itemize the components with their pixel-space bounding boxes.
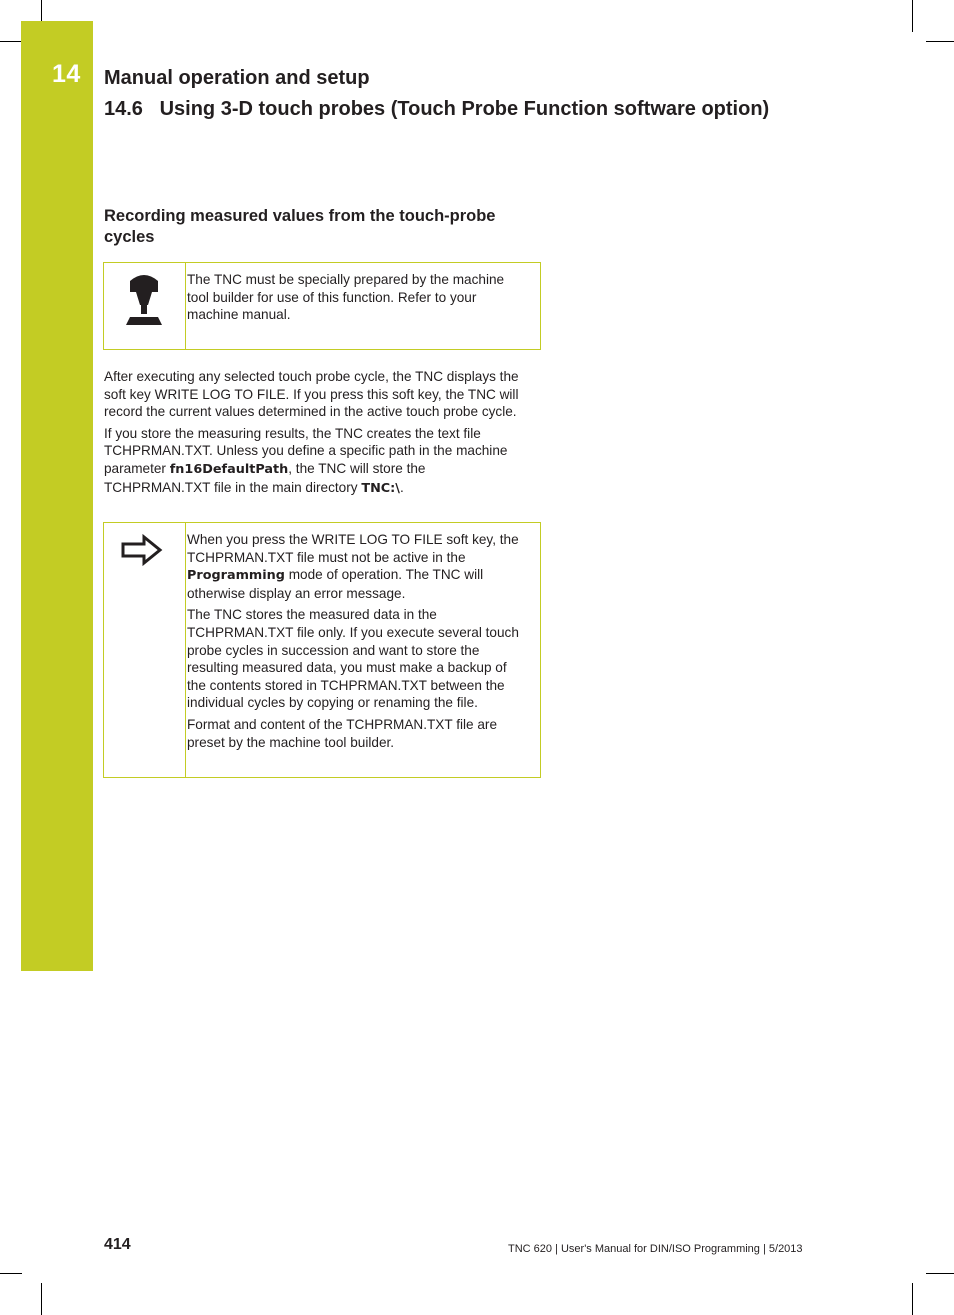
crop-mark (926, 41, 954, 42)
section-title: 14.6 Using 3-D touch probes (Touch Probe Function software option) (104, 98, 770, 120)
text-span: . (399, 479, 404, 495)
text-span: When you press the WRITE LOG TO FILE soft key, the TCHPRMAN.TXT file must not be active in the (187, 532, 519, 565)
paragraph: After executing any selected touch probe cycle, the TNC displays the soft key WRITE LOG TO FILE. If you press this soft key, the TNC will record the current values determined in the active touch probe cycle. (104, 369, 519, 420)
footer-text: TNC 620 | User's Manual for DIN/ISO Programming | 5/2013 (508, 1243, 803, 1255)
paragraph (104, 425, 534, 497)
crop-mark (41, 1283, 42, 1315)
note-paragraph: The TNC stores the measured data in the TCHPRMAN.TXT file only. If you execute several touch probe cycles in succession and want to store the resulting measured data, you must make a backup of the contents stored in TCHPRMAN.TXT between the individual cycles by copying or renaming the file. (187, 607, 519, 711)
text-span: , the TNC will store the TCHPRMAN.TXT file in the main directory (104, 460, 426, 495)
directory-name: TNC:\ (361, 480, 400, 496)
note-text (187, 531, 526, 755)
info-note-box (103, 522, 541, 778)
crop-mark (912, 0, 913, 32)
crop-mark (0, 41, 22, 42)
note-text (187, 271, 526, 328)
subsection-heading: Recording measured values from the touch-probe cycles (104, 207, 496, 246)
body-text (104, 368, 534, 501)
text-span: If you store the measuring results, the TNC creates the text file TCHPRMAN.TXT. Unless you define a specific path in the machine parameter (104, 425, 508, 476)
note-divider (185, 523, 186, 777)
text-span: mode of operation. The TNC will otherwise display an error message. (187, 567, 484, 601)
crop-mark (926, 1273, 954, 1274)
mode-name: Programming (187, 568, 285, 584)
note-paragraph: Format and content of the TCHPRMAN.TXT file are preset by the machine tool builder. (187, 716, 498, 750)
parameter-name: fn16DefaultPath (169, 461, 289, 477)
chapter-number: 14 (52, 60, 81, 88)
chapter-side-bar (21, 21, 93, 971)
crop-mark (912, 1283, 913, 1315)
machine-manual-icon (122, 271, 166, 329)
page-number: 414 (104, 1236, 131, 1253)
crop-mark (0, 1273, 22, 1274)
arrow-right-icon (120, 533, 164, 567)
machine-note-box (103, 262, 541, 350)
note-paragraph (187, 531, 526, 602)
note-paragraph: The TNC must be specially prepared by the machine tool builder for use of this function. Refer to your machine manual. (187, 272, 505, 323)
note-divider (185, 263, 186, 349)
chapter-title: Manual operation and setup (104, 67, 370, 89)
